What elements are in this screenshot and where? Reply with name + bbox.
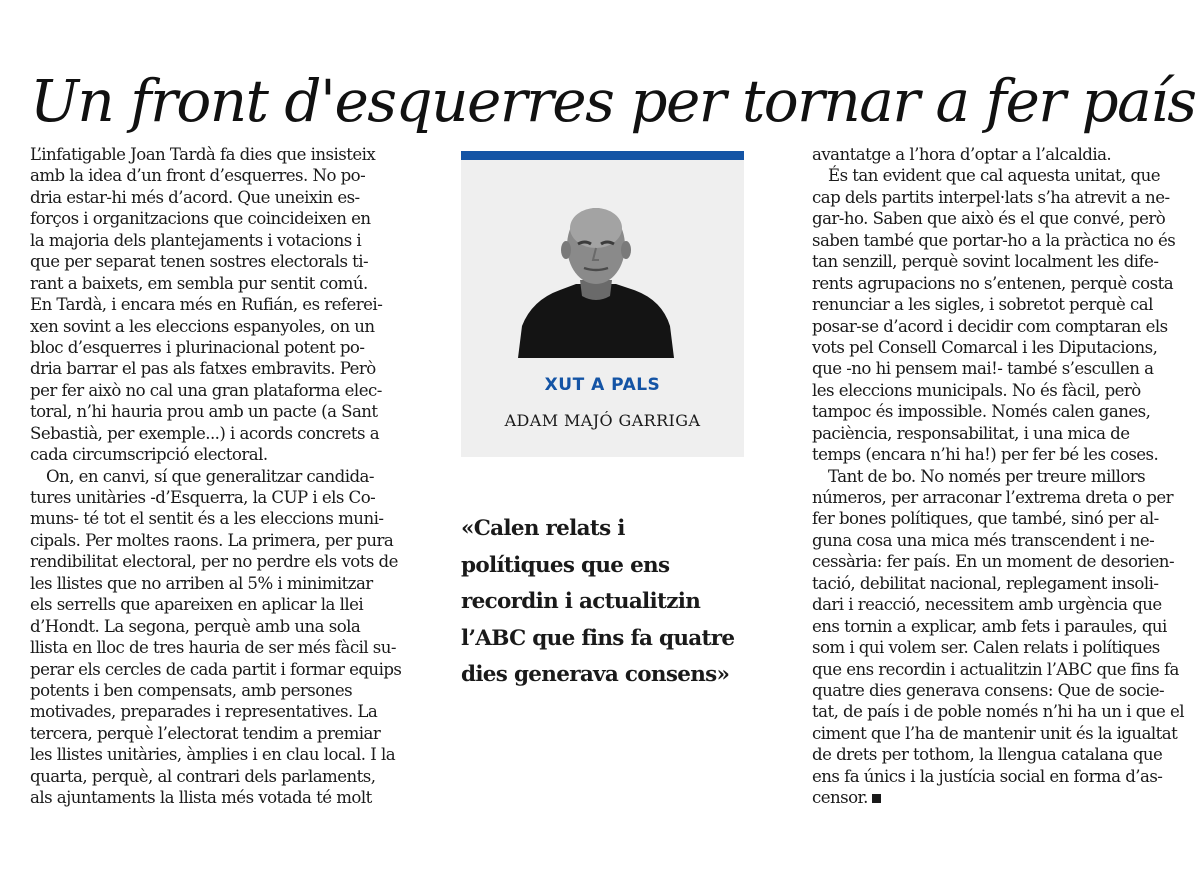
text-line: que -no hi pensem mai!- també s’escullen a: [812, 359, 1154, 379]
end-of-article-mark: [872, 794, 881, 803]
text-line: dari i reacció, necessitem amb urgència que: [812, 595, 1162, 615]
text-line: les eleccions municipals. No és fàcil, però: [812, 380, 1141, 400]
text-line: cessària: fer país. En un moment de desorien-: [812, 552, 1174, 572]
text-line: als ajuntaments la llista més votada té molt: [30, 788, 372, 808]
text-line: vots pel Consell Comarcal i les Diputacions,: [812, 337, 1158, 357]
text-line: tures unitàries -d’Esquerra, la CUP i els Co-: [30, 488, 376, 507]
text-line: avantatge a l’hora d’optar a l’alcaldia.: [812, 145, 1112, 164]
right-text-column: [812, 144, 1184, 809]
text-line: guna cosa una mica més transcendent i ne-: [812, 530, 1155, 550]
text-line: les llistes que no arriben al 5% i minimitzar: [30, 573, 373, 593]
text-line: fer bones polítiques, que també, sinó per al-: [812, 509, 1159, 529]
text-line: toral, n’hi hauria prou amb un pacte (a Sant: [30, 402, 378, 422]
author-portrait: [518, 194, 674, 358]
text-line: els serrells que apareixen en aplicar la llei: [30, 595, 364, 615]
text-line: som i qui volem ser. Calen relats i polítiques: [812, 638, 1160, 658]
text-line: per fer això no cal una gran plataforma elec-: [30, 380, 382, 400]
text-line: quatre dies generava consens: Que de socie-: [812, 680, 1165, 700]
quote-line: «Calen relats i: [461, 516, 625, 541]
text-line: paciència, responsabilitat, i una mica de: [812, 423, 1130, 443]
text-line: renunciar a les sigles, i sobretot perquè cal: [812, 295, 1153, 315]
text-line: motivades, preparades i representatives. La: [30, 702, 378, 722]
text-line: ciment que l’ha de mantenir unit és la igualtat: [812, 723, 1178, 743]
quote-line: polítiques que ens: [461, 552, 670, 578]
text-line: muns- té tot el sentit és a les eleccions muni-: [30, 509, 384, 529]
text-line: dria barrar el pas als fatxes embravits. Però: [30, 359, 376, 379]
text-line: ens tornin a explicar, amb fets i paraules, qui: [812, 616, 1167, 636]
text-line: És tan evident que cal aquesta unitat, que: [828, 166, 1161, 186]
text-line: cap dels partits interpel·lats s’ha atrevit a ne-: [812, 187, 1170, 207]
text-line: rant a baixets, em sembla pur sentit comú.: [30, 273, 368, 293]
text-line: dria estar-hi més d’acord. Que uneixin es-: [30, 187, 360, 207]
text-line: L’infatigable Joan Tardà fa dies que insisteix: [30, 145, 376, 164]
text-line: bloc d’esquerres i plurinacional potent po-: [30, 337, 365, 357]
text-line: tercera, perquè l’electorat tendim a premiar: [30, 723, 381, 743]
author-box: [461, 151, 744, 457]
text-line: les llistes unitàries, àmplies i en clau local. I la: [30, 745, 396, 765]
text-line: temps (encara n’hi ha!) per fer bé les coses.: [812, 445, 1159, 465]
text-line: quarta, perquè, al contrari dels parlaments,: [30, 766, 376, 786]
text-line: tan senzill, perquè sovint localment les dife-: [812, 252, 1159, 272]
text-line: ens fa únics i la justícia social en forma d’as-: [812, 766, 1163, 786]
author-name: ADAM MAJÓ GARRIGA: [504, 411, 701, 430]
quote-line: dies generava consens»: [461, 662, 730, 688]
text-line: tació, debilitat nacional, replegament insoli-: [812, 573, 1159, 593]
text-line: tat, de país i de poble només n’hi ha un i que el: [812, 702, 1184, 722]
text-line: llista en lloc de tres hauria de ser més fàcil su-: [30, 638, 396, 658]
text-line: Tant de bo. No només per treure millors: [828, 466, 1146, 486]
text-line: cada circumscripció electoral.: [30, 445, 268, 465]
text-line: de drets per tothom, la llengua catalana que: [812, 745, 1163, 765]
text-line: que ens recordin i actualitzin l’ABC que fins fa: [812, 659, 1179, 679]
text-line: gar-ho. Saben que això és el que convé, però: [812, 209, 1166, 229]
text-line: xen sovint a les eleccions espanyoles, on un: [30, 316, 375, 336]
text-line: la majoria dels plantejaments i votacions i: [30, 230, 362, 250]
quote-line: recordin i actualitzin: [461, 589, 701, 615]
quote-line: l’ABC que fins fa quatre: [461, 625, 735, 651]
text-line: potents i ben compensats, amb persones: [30, 680, 353, 700]
text-line: tampoc és impossible. Només calen ganes,: [812, 402, 1151, 422]
text-line: cipals. Per moltes raons. La primera, per pura: [30, 530, 394, 550]
text-line: rents agrupacions no s’entenen, perquè costa: [812, 273, 1174, 293]
text-line: números, per arraconar l’extrema dreta o per: [812, 488, 1174, 507]
pull-quote: [461, 511, 761, 694]
text-line: posar-se d’acord i decidir com comptaran els: [812, 316, 1168, 336]
text-line: que per separat tenen sostres electorals ti-: [30, 252, 369, 272]
text-line: Sebastià, per exemple...) i acords concrets a: [30, 423, 380, 443]
left-text-column: [30, 144, 402, 809]
text-line: censor.: [812, 787, 1172, 808]
text-line: amb la idea d’un front d’esquerres. No po-: [30, 166, 366, 186]
article-headline: Un front d'esquerres per tornar a fer país: [30, 66, 1196, 135]
text-line: En Tardà, i encara més en Rufián, es referei-: [30, 295, 383, 315]
text-line: forços i organitzacions que coincideixen en: [30, 209, 371, 229]
text-line: rendibilitat electoral, per no perdre els vots de: [30, 552, 398, 572]
text-line: d’Hondt. La segona, perquè amb una sola: [30, 616, 361, 636]
text-line: On, en canvi, sí que generalitzar candida-: [46, 466, 374, 486]
section-label: XUT A PALS: [544, 375, 661, 395]
text-line: saben també que portar-ho a la pràctica no és: [812, 230, 1176, 250]
text-line: perar els cercles de cada partit i formar equips: [30, 659, 402, 679]
